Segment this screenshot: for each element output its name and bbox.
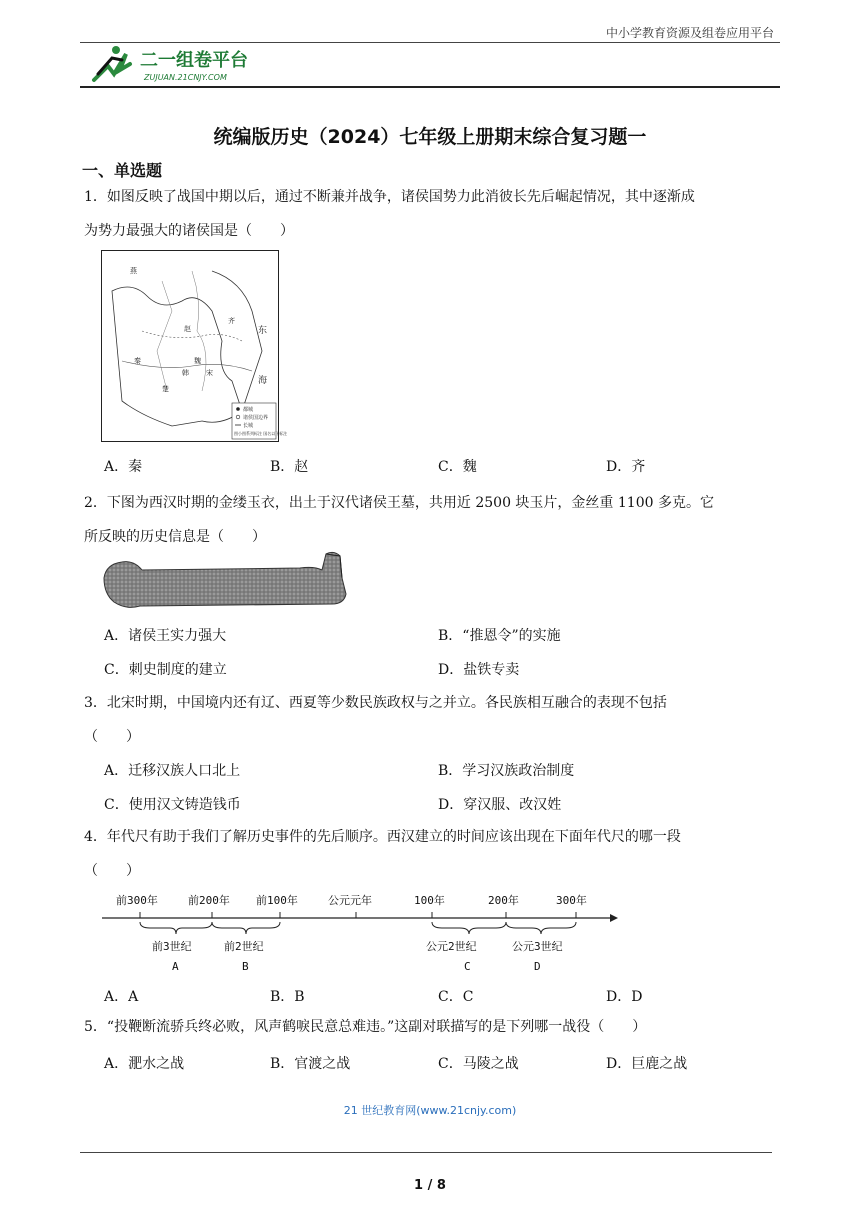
option-a[interactable]: A．A xyxy=(104,989,139,1005)
timeline-segment-label: 公元2世纪 xyxy=(426,940,477,953)
map-label: 秦 xyxy=(134,357,141,365)
option-c[interactable]: C．使用汉文铸造钱币 xyxy=(104,797,241,813)
question-4 xyxy=(84,820,776,888)
timeline-tick-label: 300年 xyxy=(556,894,587,907)
platform-text: 中小学教育资源及组卷应用平台 xyxy=(605,26,774,40)
option-a[interactable]: A．秦 xyxy=(104,459,143,475)
timeline-segment-label: 前3世纪 xyxy=(152,940,192,953)
question-stem: 2．下图为西汉时期的金缕玉衣，出土于汉代诸侯王墓，共用近 2500 块玉片，金丝重 1100 多克。它 xyxy=(84,495,714,511)
option-b[interactable]: B．B xyxy=(270,989,305,1005)
map-label: 魏 xyxy=(194,357,201,365)
platform-logo xyxy=(86,44,276,84)
page-number: 1 / 8 xyxy=(414,1178,446,1193)
option-b[interactable]: B．赵 xyxy=(270,459,309,475)
logo-sub-text: ZUJUAN.21CNJY.COM xyxy=(144,73,227,82)
question-stem: 3．北宋时期，中国境内还有辽、西夏等少数民族政权与之并立。各民族相互融合的表现不包括 xyxy=(84,695,667,711)
option-d[interactable]: D．穿汉服、改汉姓 xyxy=(438,797,562,813)
option-a[interactable]: A．诸侯王实力强大 xyxy=(104,628,227,644)
map-label: 楚 xyxy=(162,385,169,393)
option-a[interactable]: A．迁移汉族人口北上 xyxy=(104,763,241,779)
timeline-segment-letter: A xyxy=(172,960,179,973)
option-d[interactable]: D．D xyxy=(606,989,643,1005)
question-stem: 所反映的历史信息是（ ） xyxy=(84,529,266,545)
option-a[interactable]: A．淝水之战 xyxy=(104,1056,185,1072)
timeline-segment-label: 前2世纪 xyxy=(224,940,264,953)
warring-states-map xyxy=(101,250,288,442)
footer-site-link[interactable]: 21 世纪教育网(www.21cnjy.com) xyxy=(343,1104,517,1117)
timeline-tick-label: 前300年 xyxy=(116,894,158,907)
question-1 xyxy=(84,180,776,248)
question-stem: （ ） xyxy=(84,863,140,879)
timeline-tick-label: 前200年 xyxy=(188,894,230,907)
option-c[interactable]: C．刺史制度的建立 xyxy=(104,662,227,678)
map-legend: 长城 xyxy=(243,423,254,429)
timeline-tick-label: 公元元年 xyxy=(328,894,372,907)
page-title: 统编版历史（2024）七年级上册期末综合复习题一 xyxy=(213,126,647,148)
map-label: 齐 xyxy=(228,317,235,325)
map-legend-note: 图小图系列标注 国名以下标注 xyxy=(234,431,288,436)
question-stem: 1．如图反映了战国中期以后，通过不断兼并战争，诸侯国势力此消彼长先后崛起情况，其中逐渐成 xyxy=(84,189,695,205)
question-stem: （ ） xyxy=(84,729,140,745)
timeline-ruler xyxy=(100,884,630,976)
footer-divider xyxy=(80,1152,772,1153)
map-label: 韩 xyxy=(182,369,189,377)
map-label: 东 xyxy=(258,326,268,336)
map-legend: 诸侯国边界 xyxy=(243,415,269,421)
timeline-segment-letter: D xyxy=(534,960,541,973)
option-b[interactable]: B．官渡之战 xyxy=(270,1056,351,1072)
timeline-tick-label: 前100年 xyxy=(256,894,298,907)
option-b[interactable]: B．“推恩令”的实施 xyxy=(438,628,561,644)
question-2 xyxy=(84,486,776,554)
timeline-segment-label: 公元3世纪 xyxy=(512,940,563,953)
question-stem: 4．年代尺有助于我们了解历史事件的先后顺序。西汉建立的时间应该出现在下面年代尺的哪一段 xyxy=(84,829,681,845)
map-label: 燕 xyxy=(130,267,137,275)
map-label: 海 xyxy=(258,376,268,386)
question-stem: 为势力最强大的诸侯国是（ ） xyxy=(84,223,294,239)
option-d[interactable]: D．巨鹿之战 xyxy=(606,1056,688,1072)
jade-burial-suit-image xyxy=(100,548,350,614)
question-stem: 5．“投鞭断流骄兵终必败，风声鹤唳民意总难违。”这副对联描写的是下列哪一战役（ ） xyxy=(84,1019,647,1035)
timeline-segment-letter: C xyxy=(464,960,471,973)
header-divider xyxy=(80,42,780,43)
question-3 xyxy=(84,686,776,754)
option-c[interactable]: C．马陵之战 xyxy=(438,1056,519,1072)
section-heading: 一、单选题 xyxy=(82,161,163,180)
question-5 xyxy=(84,1010,776,1044)
option-c[interactable]: C．魏 xyxy=(438,459,477,475)
option-d[interactable]: D．盐铁专卖 xyxy=(438,662,520,678)
timeline-segment-letter: B xyxy=(242,960,249,973)
logo-main-text: 二一组卷平台 xyxy=(140,50,248,71)
option-c[interactable]: C．C xyxy=(438,989,474,1005)
map-legend: 都城 xyxy=(243,407,254,413)
header-rule xyxy=(80,86,780,88)
option-b[interactable]: B．学习汉族政治制度 xyxy=(438,763,575,779)
map-label: 赵 xyxy=(184,325,191,333)
option-d[interactable]: D．齐 xyxy=(606,459,646,475)
timeline-tick-label: 200年 xyxy=(488,894,519,907)
map-label: 宋 xyxy=(206,369,213,377)
timeline-tick-label: 100年 xyxy=(414,894,445,907)
